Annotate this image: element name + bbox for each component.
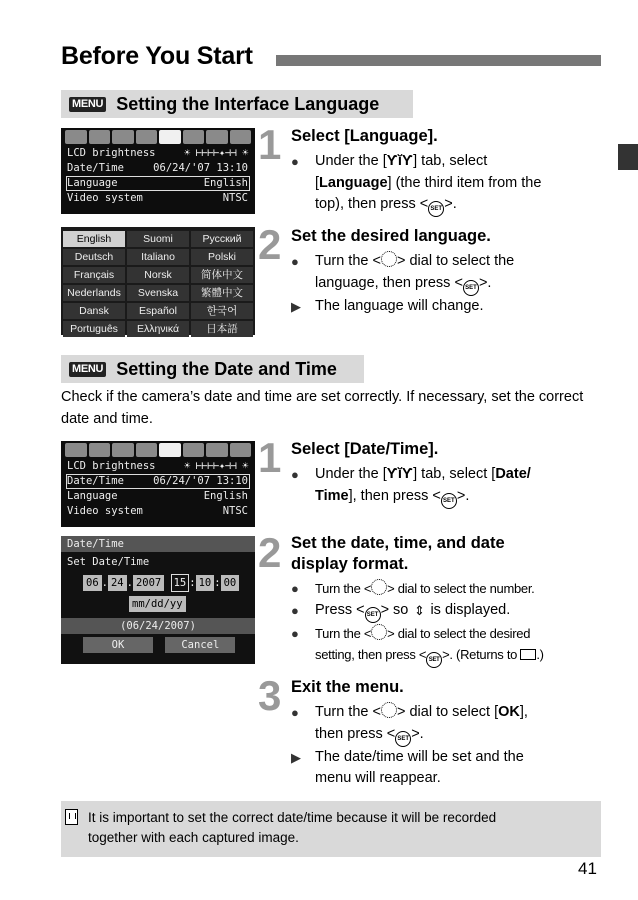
step-number: 2 xyxy=(258,529,282,576)
language-option: Español xyxy=(127,303,189,319)
quick-control-dial-icon xyxy=(381,702,397,718)
step-number: 1 xyxy=(258,434,282,481)
language-option: Français xyxy=(63,267,125,283)
intro-paragraph: Check if the camera’s date and time are set correctly. If necessary, set the correct date and time. xyxy=(61,389,584,427)
step-number: 1 xyxy=(258,121,282,168)
bullet-item: ● Under the [ƳĭƳ] tab, select [Date/ Time], then press < SET >. xyxy=(291,464,611,509)
bullet-item: ● Turn the < > dial to select the number. xyxy=(291,578,611,600)
shooting-tab-icon xyxy=(112,130,134,144)
quick-control-dial-icon xyxy=(371,624,387,640)
menu-row-selected: Language English xyxy=(67,177,248,189)
language-option: Nederlands xyxy=(63,285,125,301)
bullet-item: ● Turn the < > dial to select the desired setting, then press < SET >. (Returns to .) xyxy=(291,623,611,669)
step-number: 2 xyxy=(258,221,282,268)
menu-screen-icon xyxy=(520,649,536,660)
language-option: Italiano xyxy=(127,249,189,265)
set-button-icon: SET xyxy=(463,280,479,296)
language-option: Ελληνικά xyxy=(127,321,189,337)
menu-tab-bar xyxy=(61,441,255,459)
bullet-icon: ● xyxy=(291,602,299,618)
menu-icon: MENU xyxy=(69,362,106,377)
language-option: 繁體中文 xyxy=(191,285,253,301)
bullet-icon: ● xyxy=(291,581,299,596)
bullet-icon: ● xyxy=(291,625,299,641)
setup-menu-screen-language xyxy=(61,128,255,214)
set-button-icon: SET xyxy=(428,201,444,217)
set-button-icon: SET xyxy=(426,652,442,668)
step-datetime-1 xyxy=(291,439,611,509)
step-datetime-3 xyxy=(291,677,611,790)
note-text: It is important to set the correct date/time because it will be recorded together with each captured image. xyxy=(88,810,497,845)
step-number: 3 xyxy=(258,672,282,719)
shooting-tab-icon xyxy=(89,130,111,144)
menu-row: LCD brightness ☀ ⊢⊢⊢⊢✦⊣⊣ ☀ xyxy=(67,460,248,472)
language-option: Dansk xyxy=(63,303,125,319)
setup-tab-icon xyxy=(183,443,205,457)
language-option: 日本語 xyxy=(191,321,253,337)
cancel-button: Cancel xyxy=(165,637,235,653)
step-datetime-2 xyxy=(291,533,611,668)
language-option: Deutsch xyxy=(63,249,125,265)
page-number: 41 xyxy=(578,859,597,878)
set-button-icon: SET xyxy=(365,607,381,623)
setup-tab-icon xyxy=(206,130,228,144)
menu-row-selected: Date/Time 06/24/'07 13:10 xyxy=(67,475,248,487)
menu-icon: MENU xyxy=(69,97,106,112)
setup-menu-screen-datetime xyxy=(61,441,255,527)
section-title: Setting the Interface Language xyxy=(116,93,380,114)
quick-control-dial-icon xyxy=(371,579,387,595)
datetime-setting-screen xyxy=(61,536,255,664)
bullet-icon: ● xyxy=(291,254,299,269)
set-button-icon: SET xyxy=(395,731,411,747)
setup-tab-icon xyxy=(183,130,205,144)
note-box xyxy=(61,801,601,857)
bullet-item: ● Turn the < > dial to select [OK], then press < SET >. xyxy=(291,702,611,747)
setup-tab-icon xyxy=(159,130,181,144)
star-tab-icon xyxy=(230,443,252,457)
language-option: Português xyxy=(63,321,125,337)
note-icon xyxy=(65,809,78,825)
page-title: Before You Start xyxy=(61,42,253,70)
language-option: 简体中文 xyxy=(191,267,253,283)
language-selection-screen xyxy=(61,227,255,335)
menu-row: LCD brightness ☀ ⊢⊢⊢⊢✦⊣⊣ ☀ xyxy=(67,147,248,159)
result-item: ▶ The language will change. xyxy=(291,296,611,318)
datetime-fields: 06 . 24 . 2007 15 : 10 : 00 xyxy=(61,574,255,590)
section-header-datetime xyxy=(61,355,364,383)
bullet-icon: ● xyxy=(291,705,299,720)
result-item: ▶ The date/time will be set and the menu will reappear. xyxy=(291,747,611,790)
step-language-2 xyxy=(291,226,611,317)
screen-buttons xyxy=(61,637,255,653)
section-title: Setting the Date and Time xyxy=(116,358,337,379)
menu-row: Language English xyxy=(67,490,248,502)
quick-control-dial-icon xyxy=(381,251,397,267)
bullet-icon: ● xyxy=(291,467,299,482)
set-button-icon: SET xyxy=(441,493,457,509)
title-rule xyxy=(276,55,601,66)
menu-row: Video system NTSC xyxy=(67,192,248,204)
setup-tab-icon: ƳĭƳ xyxy=(386,466,414,482)
shooting-tab-icon xyxy=(136,443,158,457)
language-option: Suomi xyxy=(127,231,189,247)
step-title: Select [Language]. xyxy=(291,127,438,145)
language-option: Русский xyxy=(191,231,253,247)
step-title: Exit the menu. xyxy=(291,678,404,696)
screen-header: Date/Time xyxy=(61,536,255,552)
up-down-arrow-icon: ⇕ xyxy=(413,602,425,618)
language-option: Norsk xyxy=(127,267,189,283)
date-preview: (06/24/2007) xyxy=(61,618,255,634)
screen-subheader: Set Date/Time xyxy=(67,556,150,568)
language-option: English xyxy=(63,231,125,247)
menu-row: Date/Time 06/24/'07 13:10 xyxy=(67,162,248,174)
shooting-tab-icon xyxy=(136,130,158,144)
bullet-item: ● Under the [ƳĭƳ] tab, select [Language] (the third item from the top), then press < SET >. xyxy=(291,151,611,217)
shooting-tab-icon xyxy=(65,443,87,457)
shooting-tab-icon xyxy=(112,443,134,457)
step-title: Set the desired language. xyxy=(291,227,491,245)
section-header-language xyxy=(61,90,413,118)
star-tab-icon xyxy=(230,130,252,144)
language-option: Polski xyxy=(191,249,253,265)
step-title: Set the date, time, and date display format. xyxy=(291,534,505,573)
arrow-icon: ▶ xyxy=(291,298,301,314)
bullet-item: ● Turn the < > dial to select the language, then press < SET >. xyxy=(291,251,611,296)
setup-tab-icon xyxy=(159,443,181,457)
shooting-tab-icon xyxy=(89,443,111,457)
setup-tab-icon xyxy=(206,443,228,457)
chapter-edge-tab xyxy=(618,144,638,170)
step-title: Select [Date/Time]. xyxy=(291,440,439,458)
step-language-1 xyxy=(291,126,611,217)
menu-tab-bar xyxy=(61,128,255,146)
setup-tab-icon: ƳĭƳ xyxy=(386,153,414,169)
bullet-item: ● Press < SET > so ⇕ is displayed. xyxy=(291,600,611,623)
language-option: Svenska xyxy=(127,285,189,301)
ok-button: OK xyxy=(83,637,153,653)
shooting-tab-icon xyxy=(65,130,87,144)
language-option: 한국어 xyxy=(191,303,253,319)
bullet-icon: ● xyxy=(291,154,299,169)
arrow-icon: ▶ xyxy=(291,749,301,765)
date-format-field: mm/dd/yy xyxy=(61,596,255,612)
menu-row: Video system NTSC xyxy=(67,505,248,517)
